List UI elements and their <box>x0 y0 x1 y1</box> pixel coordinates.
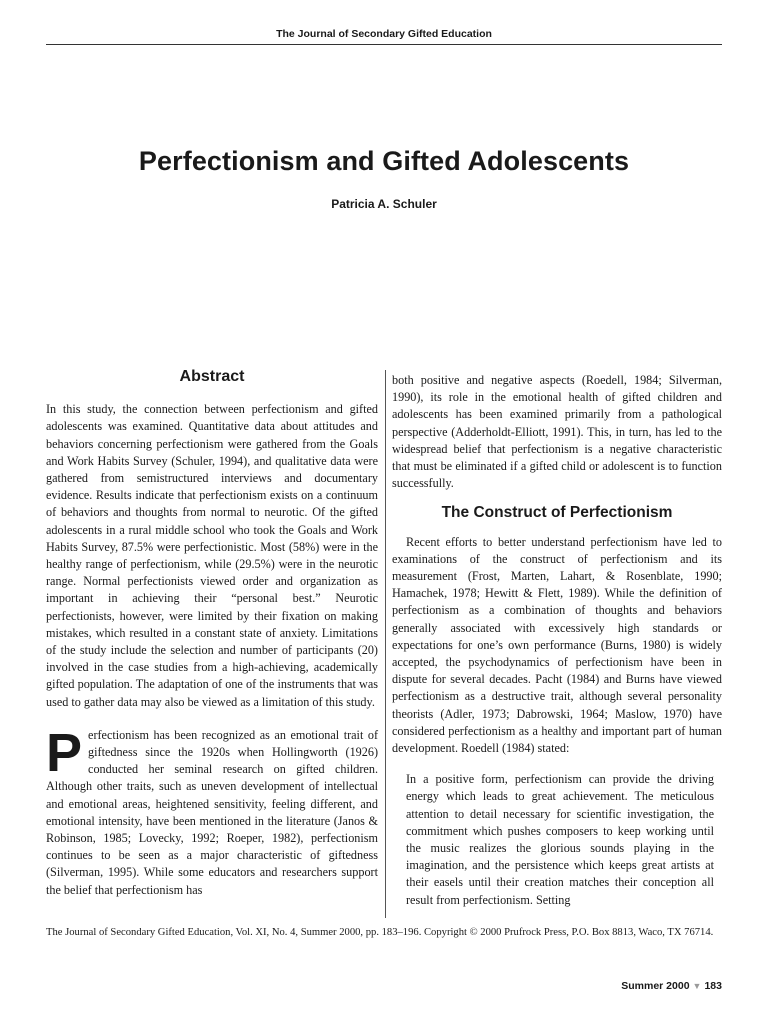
body-paragraph: Recent efforts to better understand perfectionism have led to examinations of the construct of perfectionism and its measurement (Frost, Marten, Lahart, & Rosenblate, 1990; Hamachek, 1978; Hewitt & Flett, 1989). While the definition of perfectionism as a combination of thoughts and behaviors generally associated with excessively high standards or expectations for one’s own performance (Burns, 1980) is widely accepted, the psychodynamics of perfectionism have been in dispute for several decades. Pacht (1984) and Burns have viewed perfectionism as a destructive trait, although several personality theorists (Adler, 1973; Dabrowski, 1964; Maslow, 1970) have considered perfectionism as a healthy and important part of human development. Roedell (1984) stated: <box>392 534 722 756</box>
left-column <box>46 368 378 899</box>
running-head: The Journal of Secondary Gifted Education <box>276 28 492 40</box>
section-heading: The Construct of Perfectionism <box>441 504 673 522</box>
abstract-heading: Abstract <box>179 368 245 385</box>
page-folio <box>621 980 722 992</box>
right-column <box>392 372 722 909</box>
page-number: 183 <box>704 980 722 992</box>
citation-footnote: The Journal of Secondary Gifted Education, Vol. XI, No. 4, Summer 2000, pp. 183–196. Copyright © 2000 Prufrock Press, P.O. Box 8813, Waco, TX 76714. <box>46 927 714 938</box>
abstract-text: In this study, the connection between perfectionism and gifted adolescents was examined. Quantitative data about attitudes and behaviors concerning perfectionism were gathered from the Goals and Work Habits Survey (Schuler, 1994), and qualitative data were gathered from semistructured interviews and documentary evidence. Results indicate that perfectionism exists on a continuum of behaviors and thoughts from normal to neurotic. Of the gifted adolescents in a rural middle school who took the Goals and Work Habits Survey, 87.5% were perfectionistic. Most (58%) were in the healthy range of perfectionism, while (29.5%) were in the neurotic range. Normal perfectionists viewed order and organization as important in achieving their “personal best.” Neurotic perfectionists, however, were limited by their fixation on making mistakes, which resulted in a constant state of anxiety. Limitations of the study include the selection and number of participants (20) involved in the case studies from a high-achieving, academically gifted population. The adaptation of one of the instruments that was used to gather data may also be viewed as a limitation of this study. <box>46 402 378 709</box>
continued-paragraph: both positive and negative aspects (Roedell, 1984; Silverman, 1990), its role in the emotional health of gifted children and adolescents has been examined primarily from a pathological perspective (Adderholdt-Elliott, 1991). This, in turn, has led to the widespread belief that perfectionism is a negative characteristic that must be eliminated if a gifted child or adolescent is to function successfully. <box>392 373 722 491</box>
intro-paragraph <box>46 722 378 899</box>
folio-triangle-icon: ▼ <box>692 981 702 991</box>
column-divider <box>385 370 386 918</box>
article-title: Perfectionism and Gifted Adolescents <box>138 146 630 176</box>
intro-text: erfectionism has been recognized as an emotional trait of giftedness since the 1920s when Hollingworth (1926) conducted her seminal research on gifted children. Although other traits, such as uneven development of intellectual and emotional areas, heightened sensitivity, feeling different, and emotional intensity, have been mentioned in the literature (Janos & Robinson, 1985; Lovecky, 1992; Roeper, 1982), perfectionism continues to be seen as a major characteristic of giftedness (Silverman, 1995). While some educators and researchers support the belief that perfectionism has <box>46 727 378 897</box>
header-rule <box>46 44 722 45</box>
folio-issue: Summer 2000 <box>621 980 690 992</box>
drop-cap: P <box>46 722 83 783</box>
block-quote: In a positive form, perfectionism can provide the driving energy which leads to great achievement. The meticulous attention to detail necessary for scientific investigation, the commitment which pushes composers to keep working until the music realizes the glorious sounds playing in the imagination, and the persistence which keeps great artists at their easels until their creation matches their conception all result from perfectionism. Setting <box>406 772 714 907</box>
author-name: Patricia A. Schuler <box>331 197 437 211</box>
